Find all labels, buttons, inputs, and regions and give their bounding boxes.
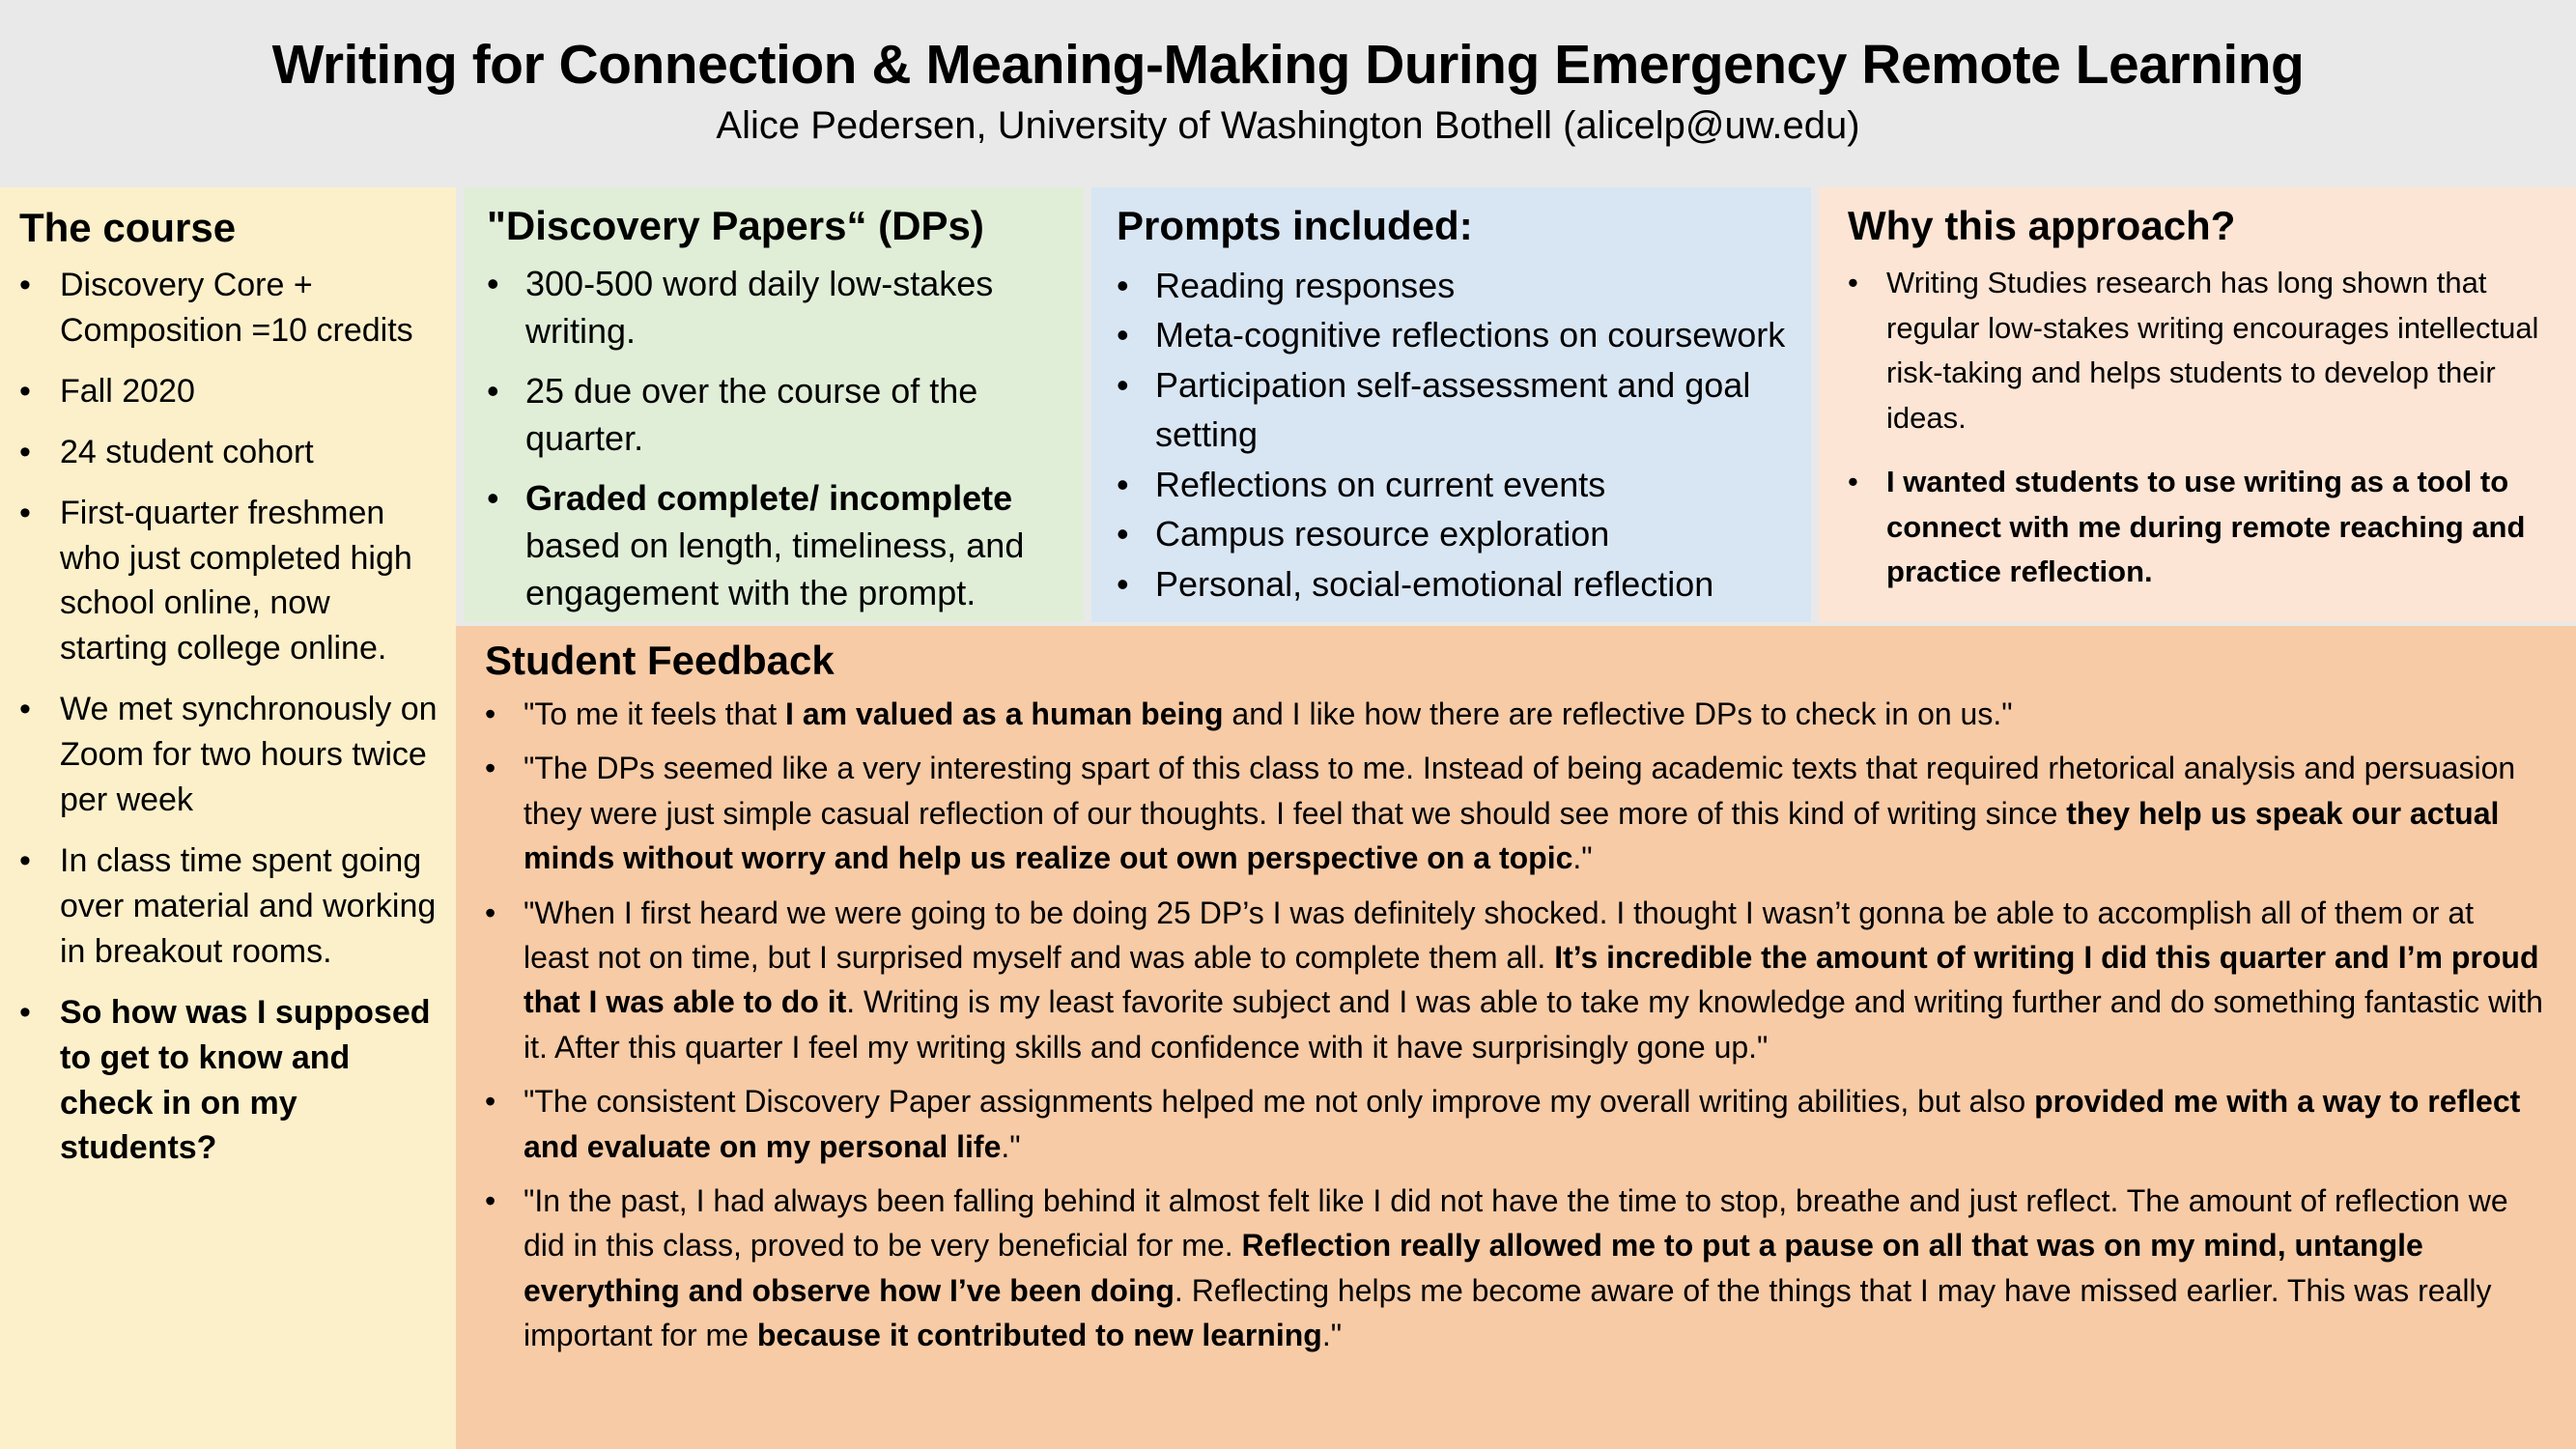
bullet-list-why-this-approach: [1848, 261, 2551, 595]
poster-header: [0, 0, 2576, 187]
section-the-course: [0, 187, 456, 1449]
section-student-feedback: [456, 626, 2576, 1449]
list-item: [19, 369, 442, 414]
section-why-this-approach: [1819, 187, 2576, 622]
list-item-text: I wanted students to use writing as a tool to connect with me during remote reaching and practice reflection.: [1886, 465, 2526, 588]
list-item-text: Reading responses: [1155, 266, 1456, 305]
bullet-icon: •: [19, 372, 31, 410]
list-item-text: In class time spent going over material and working in breakout rooms.: [60, 841, 437, 970]
list-item: [1117, 559, 1792, 609]
bullet-icon: •: [19, 433, 31, 470]
list-item: [19, 263, 442, 354]
list-item: [1117, 310, 1792, 359]
list-item-text: Writing Studies research has long shown that regular low-stakes writing encourages intellectual risk-taking and helps students to develop their ideas.: [1886, 266, 2539, 435]
list-item-text: We met synchronously on Zoom for two hours twice per week: [60, 691, 438, 819]
bullet-list-prompts-included: [1117, 261, 1792, 609]
list-item: [485, 746, 2547, 880]
list-item-text: 24 student cohort: [60, 433, 314, 470]
bullet-list-discovery-papers: [487, 261, 1064, 616]
bullet-icon: •: [1848, 465, 1858, 498]
section-prompts-included: [1091, 187, 1811, 622]
list-item-text: Participation self-assessment and goal setting: [1155, 364, 1751, 455]
list-item: [485, 692, 2547, 736]
bullet-icon: •: [19, 494, 31, 531]
bullet-icon: •: [1848, 266, 1858, 299]
list-item-text: First-quarter freshmen who just completed high school online, now starting college online.: [60, 494, 412, 668]
list-item-text: Personal, social-emotional reflection: [1155, 563, 1714, 604]
list-item-text: So how was I supposed to get to know and check in on my students?: [60, 993, 431, 1167]
list-item: [485, 1179, 2547, 1358]
bullet-icon: •: [1117, 266, 1129, 305]
section-title-student-feedback: Student Feedback: [485, 638, 835, 683]
list-item-text: Campus resource exploration: [1155, 514, 1610, 554]
list-item: [19, 430, 442, 475]
list-item-text: Reflections on current events: [1155, 464, 1606, 504]
list-item-text: "In the past, I had always been falling behind it almost felt like I did not have the time to stop, breathe and just reflect. The amount of reflection we did in this class, proved to be very beneficial for me. Reflection really allowed me to put a pause on all that was on my mind, untangle everything and observe how I’ve been doing. Reflecting helps me become aware of the things that I may have missed earlier. This was really important for me because it contributed to new learning.": [524, 1182, 2508, 1353]
list-item-text: Discovery Core + Composition =10 credits: [60, 267, 413, 349]
bullet-icon: •: [19, 841, 31, 879]
bullet-icon: •: [487, 478, 499, 519]
bullet-icon: •: [19, 267, 31, 303]
section-title-why-this-approach: Why this approach?: [1848, 203, 2236, 248]
list-item: [1848, 460, 2551, 595]
list-item: [19, 990, 442, 1172]
poster-subtitle: Alice Pedersen, University of Washington Bothell (alicelp@uw.edu): [716, 104, 1860, 147]
list-item: [1117, 360, 1792, 460]
section-title-prompts-included: Prompts included:: [1117, 203, 1473, 248]
bullet-icon: •: [19, 691, 31, 728]
section-discovery-papers: [464, 187, 1084, 622]
list-item: [485, 891, 2547, 1070]
bullet-icon: •: [1117, 364, 1129, 405]
bullet-icon: •: [487, 371, 499, 412]
list-item: [19, 687, 442, 823]
list-item-text: "To me it feels that I am valued as a human being and I like how there are reflective DPs to check in on us.": [524, 696, 2013, 731]
list-item: [1117, 261, 1792, 310]
list-item: [485, 1079, 2547, 1169]
list-item: [19, 491, 442, 672]
list-item-text: "The DPs seemed like a very interesting spart of this class to me. Instead of being academic texts that required rhetorical analysis and persuasion they were just simple casual reflection of our thoughts. I feel that we should see more of this kind of writing since they help us speak our actual minds without worry and help us realize out own perspective on a topic.": [524, 751, 2516, 876]
section-title-discovery-papers: "Discovery Papers“ (DPs): [487, 203, 984, 248]
list-item-text: "The consistent Discovery Paper assignments helped me not only improve my overall writing abilities, but also provided me with a way to reflect and evaluate on my personal life.": [524, 1084, 2521, 1164]
list-item-text: 300-500 word daily low-stakes writing.: [525, 264, 994, 351]
list-item: [487, 368, 1064, 462]
bullet-icon: •: [1117, 464, 1129, 504]
section-title-the-course: The course: [19, 205, 237, 250]
list-item: [487, 475, 1064, 616]
bullet-icon: •: [1117, 315, 1129, 355]
list-item-text: Meta-cognitive reflections on coursework: [1155, 315, 1786, 355]
list-item: [487, 261, 1064, 355]
bullet-icon: •: [485, 895, 496, 930]
list-item-text: "When I first heard we were going to be doing 25 DP’s I was definitely shocked. I thought I wasn’t gonna be able to accomplish all of them or at least not on time, but I surprised myself and was able to complete them all. It’s incredible the amount of writing I did this quarter and I’m proud that I was able to do it. Writing is my least favorite subject and I was able to take my knowledge and writing further and do something fantastic with it. After this quarter I feel my writing skills and confidence with it have surprisingly gone up.": [524, 895, 2543, 1065]
bullet-icon: •: [19, 993, 31, 1031]
bullet-icon: •: [485, 696, 496, 731]
bullet-icon: •: [1117, 563, 1129, 604]
poster-title: Writing for Connection & Meaning-Making During Emergency Remote Learning: [271, 34, 2305, 96]
list-item: [1848, 261, 2551, 440]
bullet-icon: •: [485, 1182, 496, 1218]
bullet-icon: •: [1117, 514, 1129, 554]
bullet-icon: •: [487, 264, 499, 303]
bullet-list-student-feedback: [485, 692, 2547, 1357]
bullet-list-the-course: [19, 263, 442, 1171]
list-item: [19, 838, 442, 975]
list-item-text: Fall 2020: [60, 372, 195, 410]
bullet-icon: •: [485, 751, 496, 786]
bullet-icon: •: [485, 1084, 496, 1120]
list-item-text: 25 due over the course of the quarter.: [525, 371, 978, 458]
list-item: [1117, 509, 1792, 558]
list-item: [1117, 460, 1792, 509]
list-item-text: Graded complete/ incomplete based on length, timeliness, and engagement with the prompt.: [525, 478, 1025, 612]
